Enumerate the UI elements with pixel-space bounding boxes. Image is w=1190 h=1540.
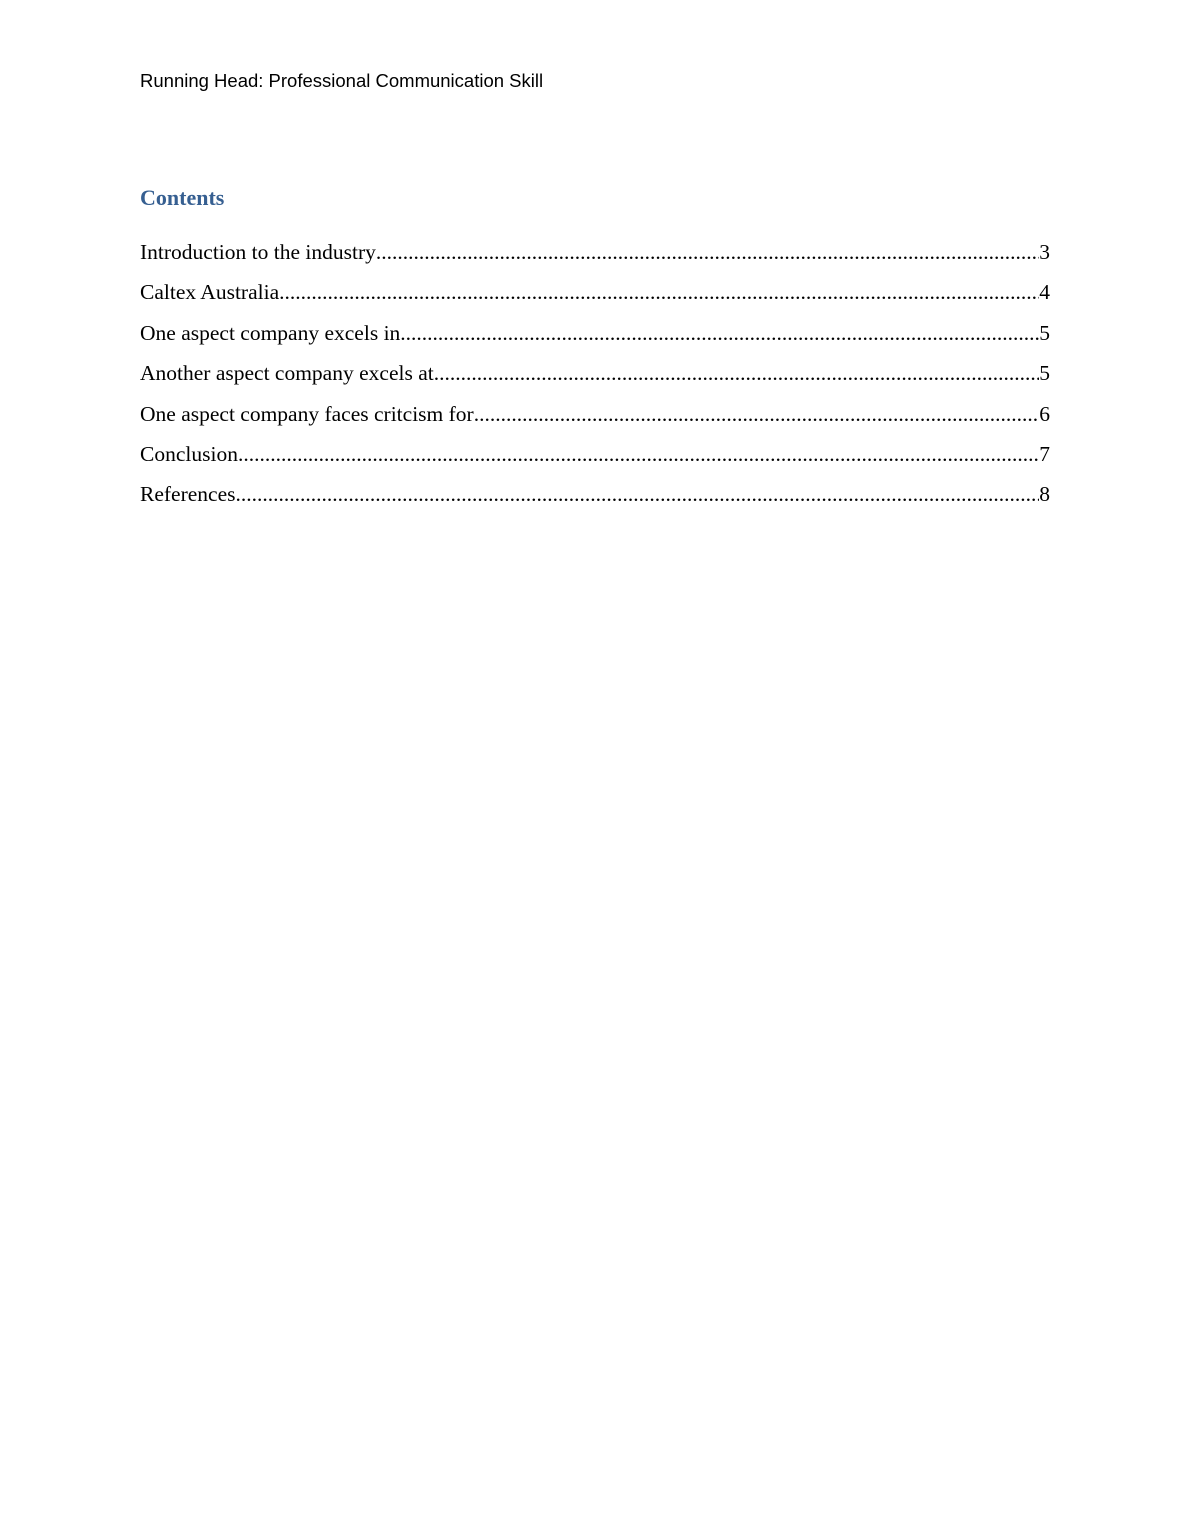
toc-entry-references[interactable] [140, 482, 1050, 522]
toc-page-number: 8 [1039, 482, 1050, 507]
toc-page-number: 5 [1039, 361, 1050, 386]
toc-entry-conclusion[interactable] [140, 442, 1050, 482]
toc-entry-introduction[interactable] [140, 240, 1050, 280]
toc-entry-another-aspect-excels-at[interactable] [140, 361, 1050, 401]
toc-entry-caltex-australia[interactable] [140, 280, 1050, 320]
toc-page-number: 4 [1039, 280, 1050, 305]
toc-dot-leader [236, 482, 1040, 507]
toc-page-number: 6 [1039, 401, 1050, 426]
toc-dot-leader [376, 240, 1039, 265]
running-head: Running Head: Professional Communication Skill [140, 70, 544, 91]
toc-dot-leader [474, 402, 1040, 427]
toc-dot-leader [238, 442, 1039, 467]
toc-entry-label: Another aspect company excels at [140, 361, 434, 386]
toc-entry-label: Conclusion [140, 441, 238, 466]
toc-page-number: 3 [1039, 240, 1050, 264]
toc-entry-aspect-criticism[interactable] [140, 402, 1050, 442]
toc-page-number: 5 [1039, 320, 1050, 345]
toc-dot-leader [279, 280, 1039, 305]
toc-entry-aspect-excels-in[interactable] [140, 321, 1050, 361]
toc-dot-leader [434, 361, 1040, 386]
toc-dot-leader [400, 321, 1039, 346]
toc-entry-label: References [140, 482, 236, 507]
toc-page-number: 7 [1039, 441, 1050, 466]
toc-entry-label: Introduction to the industry [140, 240, 376, 264]
toc-entry-label: One aspect company excels in [140, 320, 401, 345]
toc-entry-label: One aspect company faces critcism for [140, 401, 474, 426]
toc-entry-label: Caltex Australia [140, 280, 280, 305]
toc-title: Contents [140, 185, 225, 210]
table-of-contents [140, 240, 1050, 523]
